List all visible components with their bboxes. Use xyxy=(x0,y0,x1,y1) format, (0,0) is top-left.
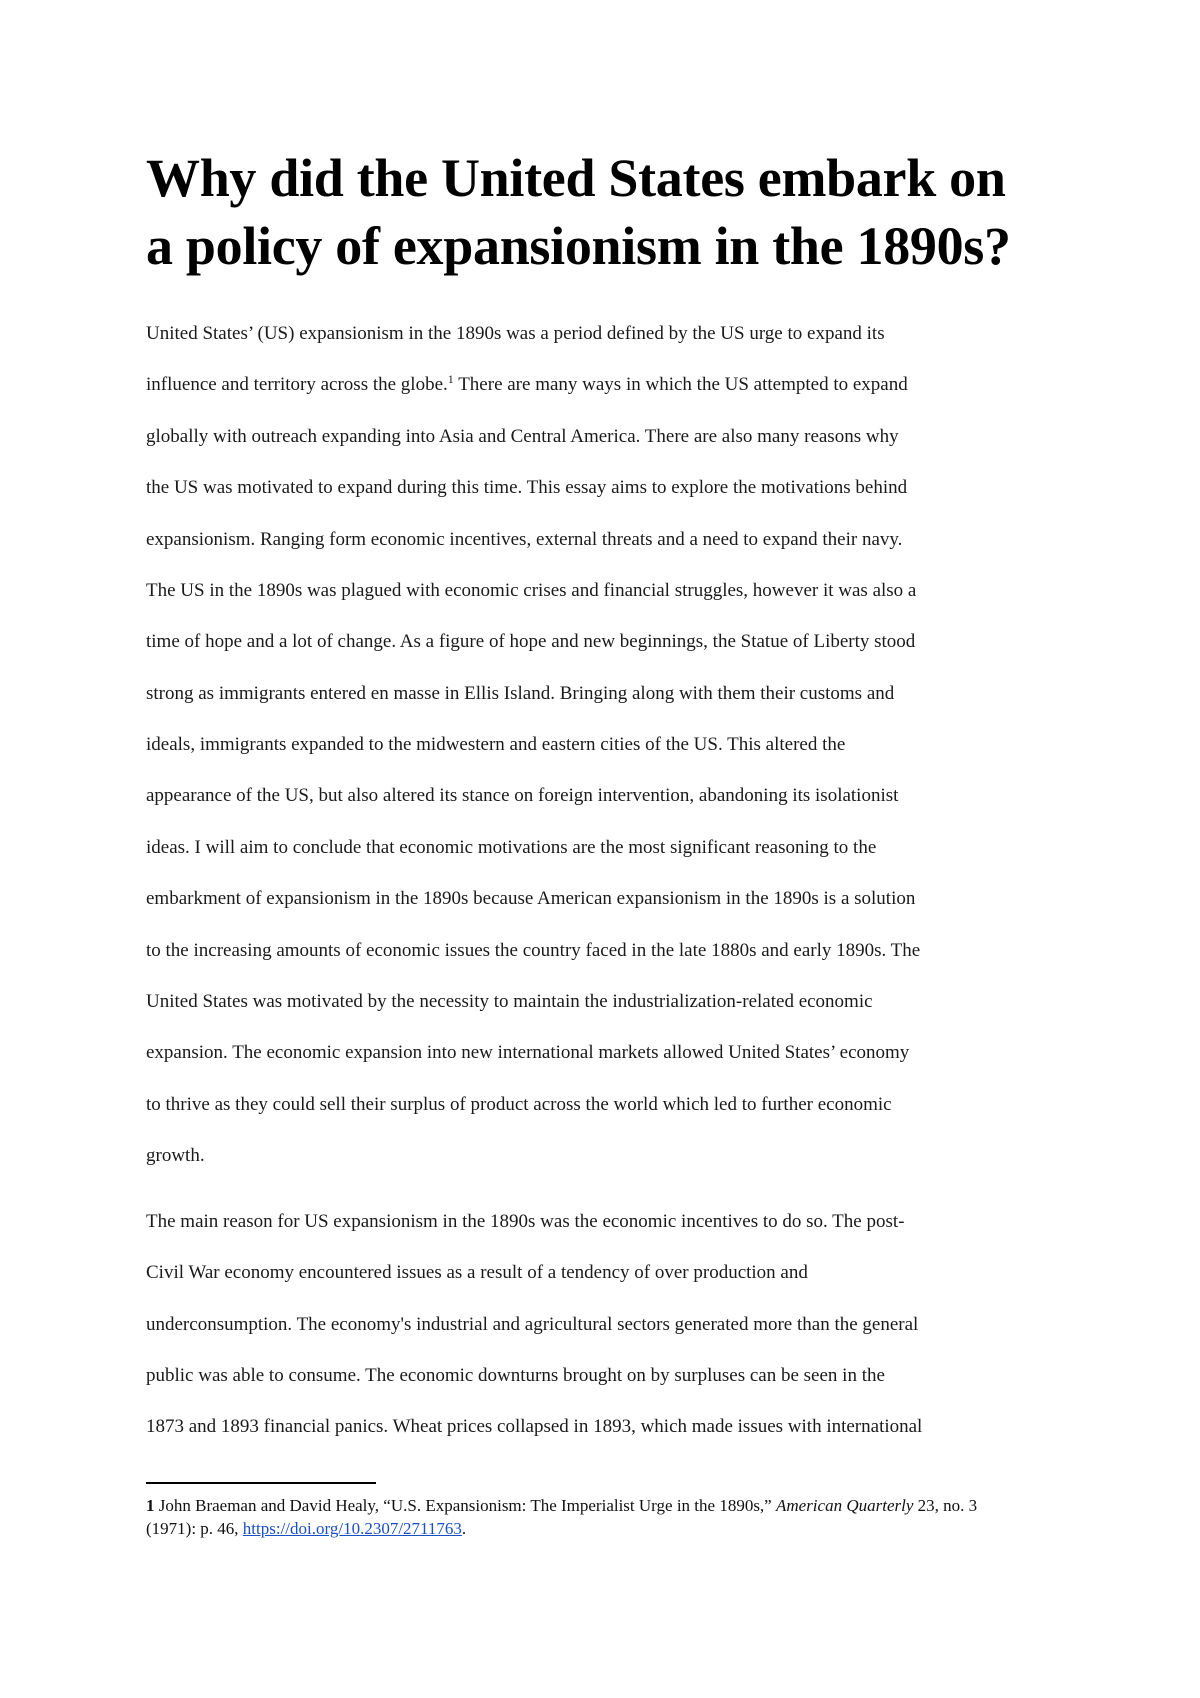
text-line: globally with outreach expanding into Asia and Central America. There are also many reasons why xyxy=(146,426,899,447)
text-line: time of hope and a lot of change. As a figure of hope and new beginnings, the Statue of Liberty stood xyxy=(146,631,916,652)
document-title xyxy=(146,144,1086,280)
text-line: The US in the 1890s was plagued with economic crises and financial struggles, however it was also a xyxy=(146,580,917,601)
text-line: the US was motivated to expand during this time. This essay aims to explore the motivations behind xyxy=(146,477,908,498)
text-line: 1873 and 1893 financial panics. Wheat prices collapsed in 1893, which made issues with international xyxy=(146,1416,923,1437)
footnote-text: (1971): p. 46, xyxy=(146,1519,243,1538)
text-line: to thrive as they could sell their surplus of product across the world which led to further economic xyxy=(146,1094,892,1115)
text-line: United States’ (US) expansionism in the 1890s was a period defined by the US urge to expand its xyxy=(146,323,885,344)
text-line: underconsumption. The economy's industrial and agricultural sectors generated more than the general xyxy=(146,1314,919,1335)
footnote-line-1 xyxy=(146,1495,977,1517)
doi-link[interactable]: https://doi.org/10.2307/2711763 xyxy=(242,1519,462,1538)
text-line: growth. xyxy=(146,1145,205,1166)
text-line: expansion. The economic expansion into new international markets allowed United States’ economy xyxy=(146,1042,910,1063)
text-line: embarkment of expansionism in the 1890s because American expansionism in the 1890s is a solution xyxy=(146,888,916,909)
footnote-journal: American Quarterly xyxy=(775,1496,914,1515)
footnote-text: . xyxy=(461,1519,467,1538)
text-line: United States was motivated by the necessity to maintain the industrialization-related economic xyxy=(146,991,873,1012)
text-segment: There are many ways in which the US attempted to expand xyxy=(458,374,908,395)
text-line: to the increasing amounts of economic issues the country faced in the late 1880s and early 1890s. The xyxy=(146,940,921,961)
footnote-text: 23, no. 3 xyxy=(913,1496,978,1515)
text-segment: influence and territory across the globe. xyxy=(146,374,448,395)
text-line: strong as immigrants entered en masse in Ellis Island. Bringing along with them their customs and xyxy=(146,683,895,704)
text-line: The main reason for US expansionism in the 1890s was the economic incentives to do so. The post- xyxy=(146,1211,905,1232)
text-line xyxy=(146,373,908,397)
footnote-reference[interactable]: 1 xyxy=(447,372,454,386)
title-line-1: Why did the United States embark on xyxy=(146,148,1006,208)
text-line: public was able to consume. The economic downturns brought on by surpluses can be seen in the xyxy=(146,1365,885,1386)
footnote-line-2 xyxy=(146,1518,466,1540)
text-line: expansionism. Ranging form economic incentives, external threats and a need to expand their navy. xyxy=(146,529,903,550)
text-line: ideas. I will aim to conclude that economic motivations are the most significant reasoning to the xyxy=(146,837,877,858)
title-line-2: a policy of expansionism in the 1890s? xyxy=(146,216,1011,276)
text-line: ideals, immigrants expanded to the midwestern and eastern cities of the US. This altered the xyxy=(146,734,846,755)
text-line: Civil War economy encountered issues as a result of a tendency of over production and xyxy=(146,1262,808,1283)
footnote-separator xyxy=(146,1482,376,1484)
text-line: appearance of the US, but also altered its stance on foreign intervention, abandoning its isolationist xyxy=(146,785,899,806)
footnote-number: 1 xyxy=(146,1496,155,1515)
footnote-text: John Braeman and David Healy, “U.S. Expansionism: The Imperialist Urge in the 1890s,” xyxy=(154,1496,776,1515)
